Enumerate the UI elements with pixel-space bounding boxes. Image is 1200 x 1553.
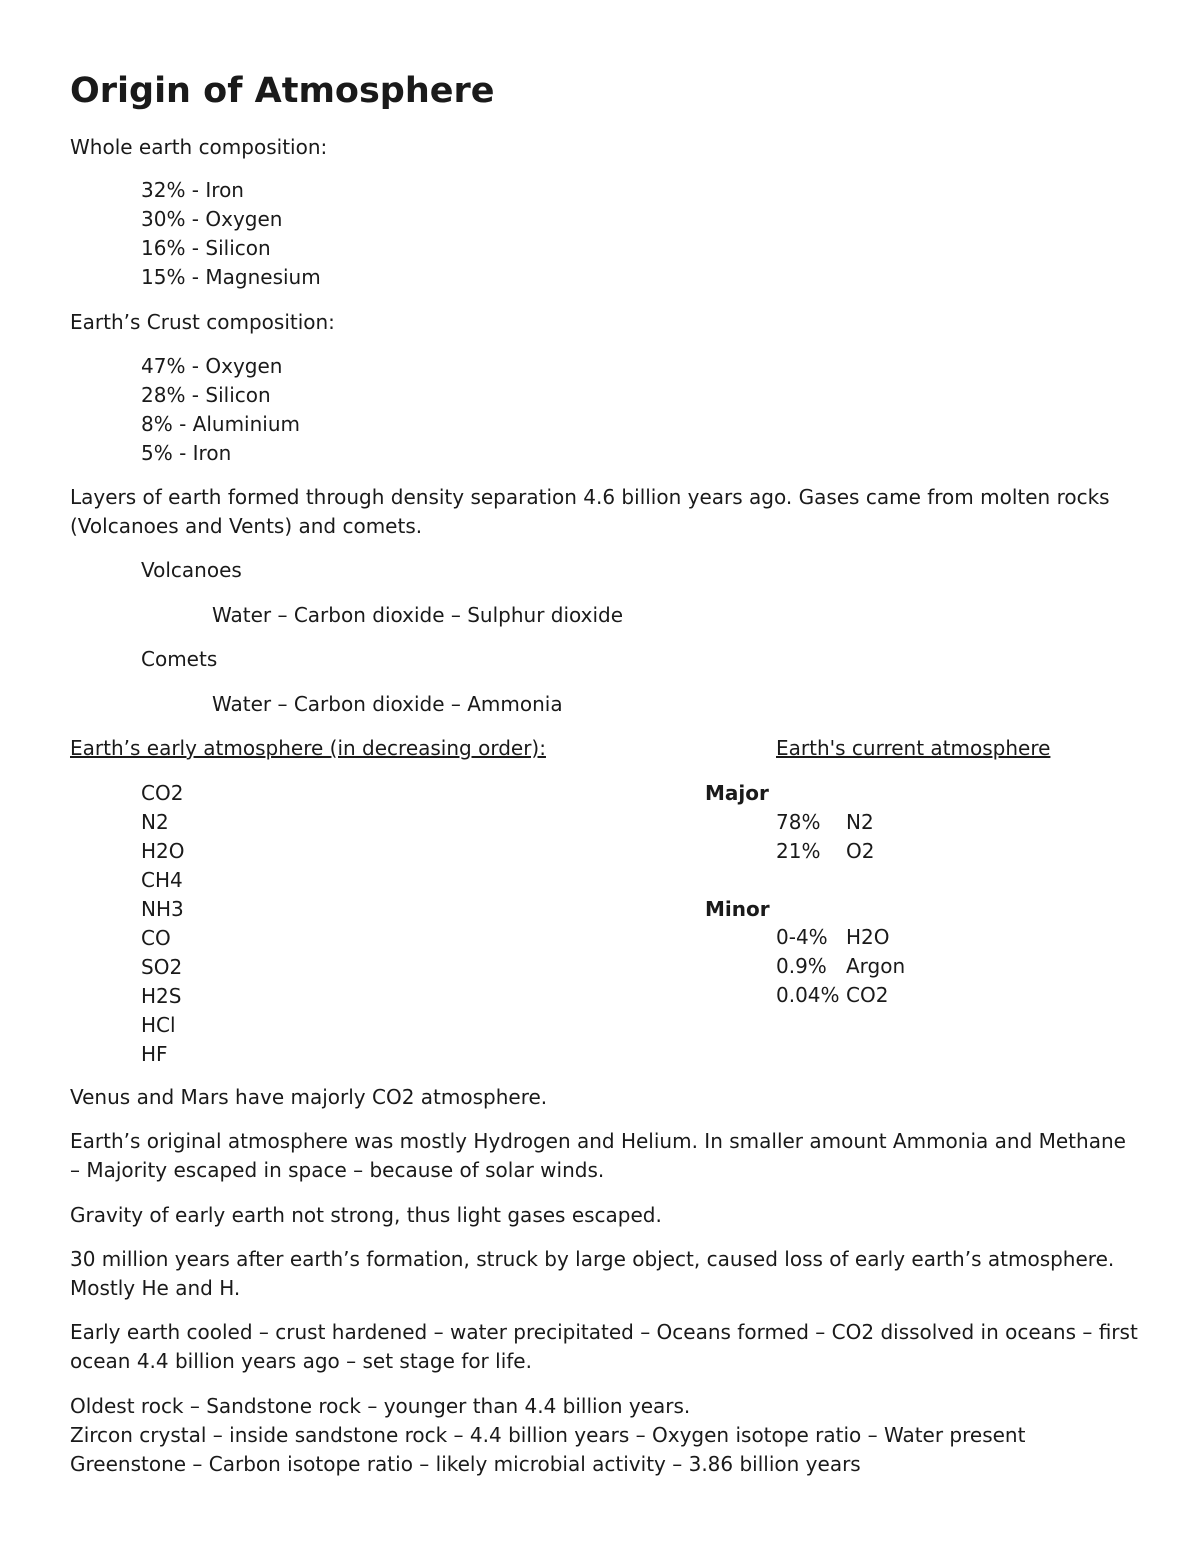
gravity-paragraph: Gravity of early earth not strong, thus light gases escaped. — [70, 1203, 662, 1227]
greenstone-line: Greenstone – Carbon isotope ratio – likely microbial activity – 3.86 billion years — [70, 1452, 861, 1476]
major-list — [776, 808, 874, 866]
list-item — [776, 808, 874, 837]
gas-percent: 0.04% — [776, 983, 840, 1007]
early-atmosphere-heading: Earth’s early atmosphere (in decreasing order): — [70, 736, 546, 760]
gas-percent: 0.9% — [776, 954, 827, 978]
gas-name: N2 — [846, 810, 874, 834]
gas-name: CO2 — [846, 983, 889, 1007]
gas-name: Argon — [846, 954, 906, 978]
list-item — [776, 981, 905, 1010]
original-atmosphere-paragraph: Earth’s original atmosphere was mostly Hydrogen and Helium. In smaller amount Ammonia and Methane – Majority escaped in space – because of solar winds. — [70, 1129, 1126, 1182]
impact-paragraph: 30 million years after earth’s formation, struck by large object, caused loss of early earth’s atmosphere. Mostly He and H. — [70, 1247, 1115, 1300]
list-item: 8% - Aluminium — [141, 412, 301, 436]
list-item: 28% - Silicon — [141, 383, 271, 407]
whole-earth-heading: Whole earth composition: — [70, 135, 328, 159]
volcanoes-label: Volcanoes — [141, 558, 242, 582]
list-item: H2O — [141, 839, 185, 863]
layers-paragraph: Layers of earth formed through density separation 4.6 billion years ago. Gases came from molten rocks (Volcanoes and Vents) and comets. — [70, 485, 1110, 538]
list-item: 47% - Oxygen — [141, 354, 283, 378]
list-item: HF — [141, 1042, 168, 1066]
list-item: N2 — [141, 810, 169, 834]
minor-list — [776, 923, 905, 1010]
list-item: CH4 — [141, 868, 183, 892]
list-item: SO2 — [141, 955, 183, 979]
list-item — [776, 837, 874, 866]
list-item: 32% - Iron — [141, 178, 244, 202]
list-item: CO2 — [141, 781, 184, 805]
list-item: HCl — [141, 1013, 176, 1037]
comets-label: Comets — [141, 647, 218, 671]
venus-mars-paragraph: Venus and Mars have majorly CO2 atmosphere. — [70, 1085, 548, 1109]
current-atmosphere-heading: Earth's current atmosphere — [776, 736, 1051, 760]
comets-gases: Water – Carbon dioxide – Ammonia — [212, 692, 563, 716]
volcanoes-gases: Water – Carbon dioxide – Sulphur dioxide — [212, 603, 624, 627]
page-title: Origin of Atmosphere — [70, 71, 495, 111]
oldest-rock-line: Oldest rock – Sandstone rock – younger than 4.4 billion years. — [70, 1394, 691, 1418]
gas-name: O2 — [846, 839, 875, 863]
gas-percent: 78% — [776, 810, 821, 834]
list-item: 5% - Iron — [141, 441, 232, 465]
gas-percent: 0-4% — [776, 925, 828, 949]
minor-label: Minor — [705, 897, 770, 921]
cooled-paragraph: Early earth cooled – crust hardened – water precipitated – Oceans formed – CO2 dissolved in oceans – first ocean 4.4 billion years ago – set stage for life. — [70, 1320, 1138, 1373]
whole-earth-list — [141, 176, 321, 292]
crust-heading: Earth’s Crust composition: — [70, 310, 335, 334]
zircon-line: Zircon crystal – inside sandstone rock – 4.4 billion years – Oxygen isotope ratio – Water present — [70, 1423, 1026, 1447]
gas-percent: 21% — [776, 839, 821, 863]
crust-list — [141, 352, 300, 468]
early-atmosphere-list — [141, 779, 185, 1069]
gas-name: H2O — [846, 925, 890, 949]
list-item: 16% - Silicon — [141, 236, 271, 260]
list-item: CO — [141, 926, 171, 950]
list-item: 15% - Magnesium — [141, 265, 321, 289]
list-item: H2S — [141, 984, 182, 1008]
list-item: 30% - Oxygen — [141, 207, 283, 231]
list-item — [776, 923, 905, 952]
list-item: NH3 — [141, 897, 184, 921]
list-item — [776, 952, 905, 981]
major-label: Major — [705, 781, 769, 805]
